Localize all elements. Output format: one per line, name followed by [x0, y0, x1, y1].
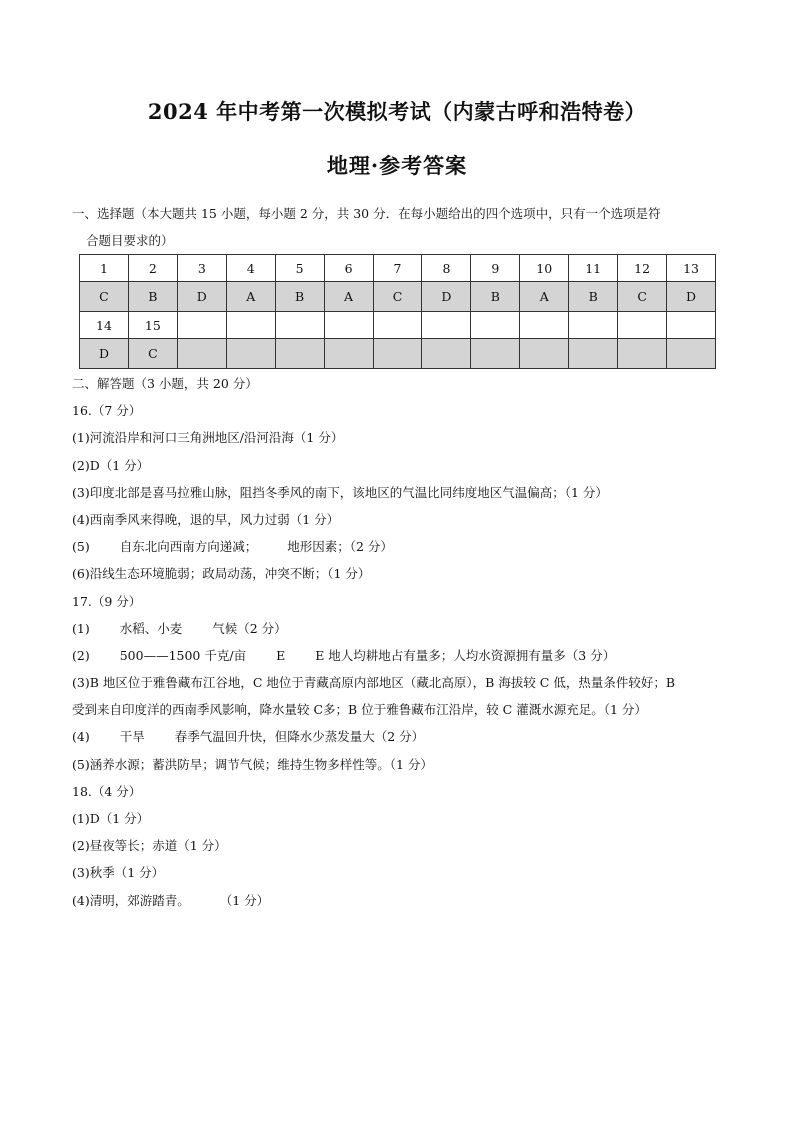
- table-cell: 4: [226, 255, 275, 282]
- table-cell: D: [80, 339, 129, 369]
- table-cell: [177, 339, 226, 369]
- question-16-title: 16.（7 分）: [72, 403, 142, 419]
- table-cell: [618, 312, 667, 339]
- answer-number: (2): [72, 647, 90, 663]
- answer-18-4: [72, 887, 752, 914]
- table-cell: [422, 312, 471, 339]
- answer-18-3: (3)秋季（1 分）: [72, 865, 165, 881]
- answer-table-number-row: [80, 312, 716, 339]
- table-cell: [177, 312, 226, 339]
- table-cell: B: [128, 282, 177, 312]
- table-cell: [569, 339, 618, 369]
- answer-17-1: [72, 615, 752, 642]
- question-17-title: 17.（9 分）: [72, 593, 142, 609]
- answer-17-3-line2: 受到来自印度洋的西南季风影响，降水量较 C多；B 位于雅鲁藏布江沿岸，较 C 灌溉水源充足。（1 分）: [72, 702, 647, 718]
- page-subtitle: 地理·参考答案: [326, 153, 468, 178]
- table-cell: D: [667, 282, 716, 312]
- table-cell: [275, 312, 324, 339]
- answer-16-4: (4)西南季风来得晚，退的早，风力过弱（1 分）: [72, 511, 340, 527]
- answer-table-number-row: [80, 255, 716, 282]
- table-cell: C: [128, 339, 177, 369]
- answer-part: 气候（2 分）: [212, 620, 287, 636]
- table-cell: [275, 339, 324, 369]
- answer-16-6: (6)沿线生态环境脆弱；政局动荡，冲突不断；（1 分）: [72, 566, 371, 582]
- answer-16-5: [72, 533, 752, 560]
- answer-part: (4)清明，郊游踏青。: [72, 892, 190, 908]
- table-cell: A: [520, 282, 569, 312]
- table-cell: [667, 312, 716, 339]
- table-cell: B: [471, 282, 520, 312]
- answer-table: [79, 254, 716, 369]
- answer-part: （1 分）: [219, 892, 270, 908]
- answer-18-1: (1)D（1 分）: [72, 811, 150, 826]
- answer-number: (1): [72, 620, 90, 636]
- table-cell: [520, 339, 569, 369]
- table-cell: C: [373, 282, 422, 312]
- section-answers: [72, 370, 752, 914]
- table-cell: 9: [471, 255, 520, 282]
- section-choice-heading: [72, 200, 722, 254]
- answer-number: (4): [72, 729, 90, 745]
- table-cell: 13: [667, 255, 716, 282]
- table-cell: [373, 312, 422, 339]
- answer-part: 自东北向西南方向递减；: [119, 539, 258, 555]
- table-cell: 3: [177, 255, 226, 282]
- table-cell: 8: [422, 255, 471, 282]
- table-cell: 11: [569, 255, 618, 282]
- page-title: 2024 年中考第一次模拟考试（内蒙古呼和浩特卷）: [147, 99, 647, 124]
- table-cell: C: [80, 282, 129, 312]
- section-choice-heading-line2: 合题目要求的）: [86, 233, 174, 248]
- table-cell: C: [618, 282, 667, 312]
- answer-part: 春季气温回升快，但降水少蒸发量大（2 分）: [174, 729, 425, 745]
- table-cell: A: [226, 282, 275, 312]
- answer-part: 干旱: [119, 729, 145, 745]
- table-cell: [324, 339, 373, 369]
- table-cell: [422, 339, 471, 369]
- answer-number: (5): [72, 539, 90, 555]
- answer-part: 地形因素；（2 分）: [287, 539, 393, 555]
- question-18-title: 18.（4 分）: [72, 783, 142, 799]
- table-cell: [618, 339, 667, 369]
- table-cell: 10: [520, 255, 569, 282]
- table-cell: [667, 339, 716, 369]
- answer-16-1: (1)河流沿岸和河口三角洲地区/沿河沿海（1 分）: [72, 430, 344, 446]
- answer-16-3: (3)印度北部是喜马拉雅山脉，阻挡冬季风的南下，该地区的气温比同纬度地区气温偏高；（1 分）: [72, 484, 608, 500]
- table-cell: [520, 312, 569, 339]
- table-cell: 1: [80, 255, 129, 282]
- table-cell: [226, 339, 275, 369]
- table-cell: B: [275, 282, 324, 312]
- table-cell: [471, 339, 520, 369]
- table-cell: 12: [618, 255, 667, 282]
- table-cell: [471, 312, 520, 339]
- answer-part: E 地人均耕地占有量多；人均水资源拥有量多（3 分）: [315, 647, 616, 663]
- answer-table-answer-row: [80, 339, 716, 369]
- answer-part: 500——1500 千克/亩: [119, 647, 247, 663]
- table-cell: D: [177, 282, 226, 312]
- answer-17-4: [72, 723, 752, 750]
- table-cell: [324, 312, 373, 339]
- table-cell: 2: [128, 255, 177, 282]
- table-cell: [569, 312, 618, 339]
- answer-17-2: [72, 642, 752, 669]
- answer-17-5: (5)涵养水源；蓄洪防旱；调节气候；维持生物多样性等。（1 分）: [72, 756, 433, 772]
- table-cell: [226, 312, 275, 339]
- table-cell: B: [569, 282, 618, 312]
- answer-16-2: (2)D（1 分）: [72, 457, 150, 473]
- table-cell: 6: [324, 255, 373, 282]
- table-cell: A: [324, 282, 373, 312]
- table-cell: 15: [128, 312, 177, 339]
- table-cell: [373, 339, 422, 369]
- answer-table-answer-row: [80, 282, 716, 312]
- answer-part: E: [276, 647, 286, 663]
- table-cell: 14: [80, 312, 129, 339]
- table-cell: D: [422, 282, 471, 312]
- answer-part: 水稻、小麦: [119, 620, 183, 636]
- section-choice-heading-line1: 一、选择题（本大题共 15 小题，每小题 2 分，共 30 分．在每小题给出的四个选项中，只有一个选项是符: [72, 206, 661, 221]
- section-answers-heading: 二、解答题（3 小题，共 20 分）: [72, 376, 258, 391]
- answer-17-3-line1: (3)B 地区位于雅鲁藏布江谷地，C 地位于青藏高原内部地区（藏北高原），B 海拔较 C 低，热量条件较好；B: [72, 675, 676, 691]
- table-cell: 5: [275, 255, 324, 282]
- table-cell: 7: [373, 255, 422, 282]
- answer-18-2: (2)昼夜等长；赤道（1 分）: [72, 838, 227, 854]
